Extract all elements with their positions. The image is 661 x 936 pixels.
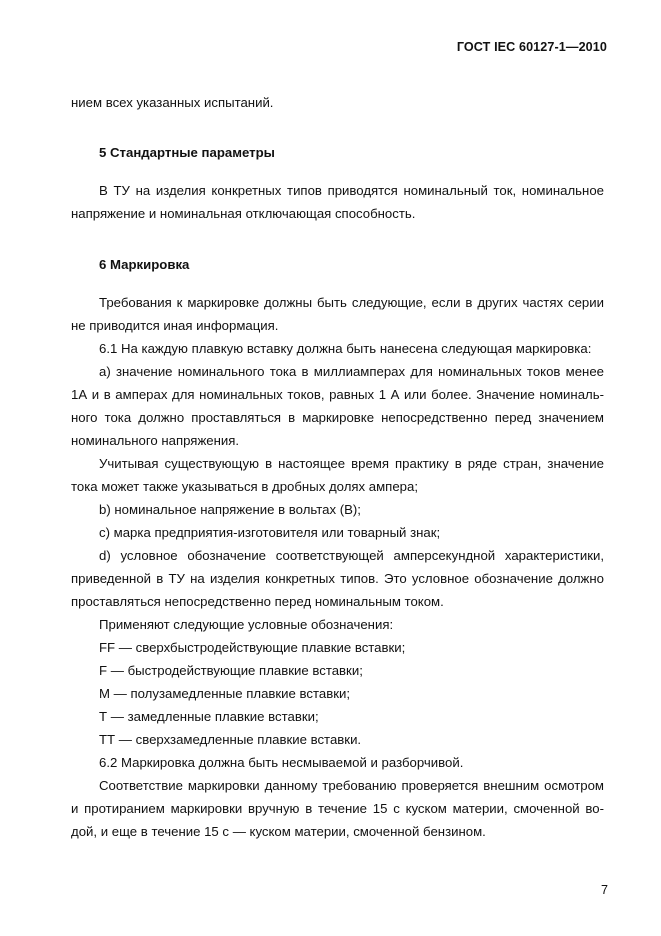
text-line: приведенной в ТУ на изделия конкретных типов. Это условное обозначение должно [71, 571, 604, 586]
document-code-header: ГОСТ IEC 60127-1—2010 [456, 40, 607, 54]
text-line: не приводится иная информация. [71, 318, 279, 333]
section-heading-5: 5 Стандартные параметры [99, 145, 275, 160]
text-line: с) марка предприятия-изготовителя или товарный знак; [99, 525, 441, 540]
text-line: В ТУ на изделия конкретных типов приводятся номинальный ток, номинальное [99, 183, 604, 198]
text-line: дой, и еще в течение 15 с — куском материи, смоченной бензином. [71, 824, 486, 839]
text-line: тока может также указываться в дробных долях ампера; [71, 479, 418, 494]
text-line: Применяют следующие условные обозначения: [99, 617, 394, 632]
text-line: FF — сверхбыстродействующие плавкие вставки; [99, 640, 406, 655]
section-heading-6: 6 Маркировка [99, 257, 190, 272]
text-line: напряжение и номинальная отключающая способность. [71, 206, 416, 221]
text-line: d) условное обозначение соответствующей амперсекундной характеристики, [99, 548, 604, 563]
text-line: и протиранием маркировки вручную в течение 15 с куском материи, смоченной во- [71, 801, 604, 816]
text-line: нием всех указанных испытаний. [71, 95, 274, 110]
text-line: b) номинальное напряжение в вольтах (В); [99, 502, 361, 517]
text-line: М — полузамедленные плавкие вставки; [99, 686, 351, 701]
text-line: ного тока должно проставляться в маркировке непосредственно перед значением [71, 410, 604, 425]
page-number: 7 [601, 883, 609, 897]
text-line: Соответствие маркировки данному требованию проверяется внешним осмотром [99, 778, 604, 793]
text-line: номинального напряжения. [71, 433, 240, 448]
text-line: F — быстродействующие плавкие вставки; [99, 663, 363, 678]
text-line: 6.2 Маркировка должна быть несмываемой и разборчивой. [99, 755, 464, 770]
text-line: 6.1 На каждую плавкую вставку должна быть нанесена следующая маркировка: [99, 341, 592, 356]
text-line: проставляться непосредственно перед номинальным током. [71, 594, 444, 609]
text-line: Учитывая существующую в настоящее время практику в ряде стран, значение [99, 456, 604, 471]
text-line: а) значение номинального тока в миллиамперах для номинальных токов менее [99, 364, 604, 379]
text-line: 1А и в амперах для номинальных токов, равных 1 А или более. Значение номиналь- [71, 387, 604, 402]
text-line: Требования к маркировке должны быть следующие, если в других частях серии [99, 295, 604, 310]
text-line: Т — замедленные плавкие вставки; [99, 709, 319, 724]
text-line: ТТ — сверхзамедленные плавкие вставки. [99, 732, 362, 747]
